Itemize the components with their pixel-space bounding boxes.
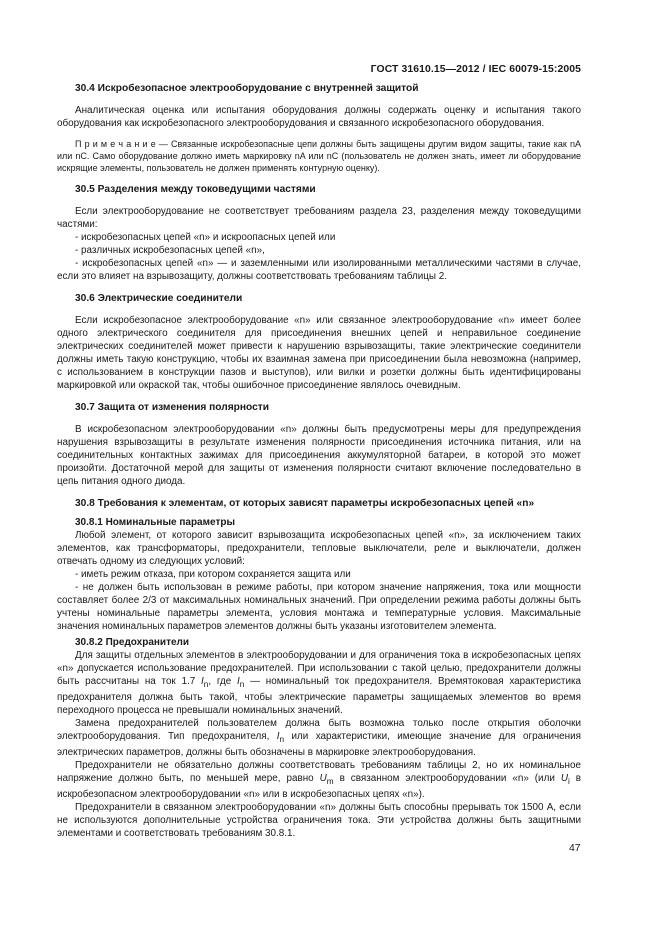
section-30-5-list-item: - искробезопасных цепей «n» и искроопасных цепей или [75, 232, 336, 243]
section-30-5-list-item: - различных искробезопасных цепей «n», [75, 245, 265, 256]
section-30-7-title: 30.7 Защита от изменения полярности [75, 402, 270, 413]
section-30-8-1-list-item: - не должен быть использован в режиме работы, при котором значение напряжения, тока или мощности составляет более 2/3 от максимальных номинальных значений. При определении режима работы должны быть учтены номинальные параметры элемента, условия монтажа и температурные условия. Максимальные значения номинальных параметров элементов должны быть указаны изготовителем элемента. [57, 582, 581, 632]
page-number: 47 [569, 843, 581, 854]
section-30-8-1-title: 30.8.1 Номинальные параметры [75, 517, 235, 528]
symbol-U: U [319, 772, 327, 784]
section-30-6-title: 30.6 Электрические соединители [75, 293, 243, 304]
section-30-8-2-title: 30.8.2 Предохранители [75, 637, 190, 648]
section-30-5-paragraph: Если электрооборудование не соответствует требованиям раздела 23, разделения между токоведущими частями: [57, 206, 581, 230]
symbol-U: U [560, 772, 568, 784]
standard-code-header: ГОСТ 31610.15—2012 / IEC 60079-15:2005 [370, 64, 581, 75]
section-30-4-paragraph: Аналитическая оценка или испытания оборудования должны содержать оценку и испытания такого оборудования как искробезопасного электрооборудования и связанного искробезопасного оборудования. [57, 105, 581, 129]
section-30-8-2-paragraph-3: Предохранители не обязательно должны соответствовать требованиям таблицы 2, но их номинальное напряжение должно быть, по меньшей мере, равно $U_m$ в связанном электрооборудовании «n» (или $U_i$ в искробезопасном электрооборудовании «n» или в искробезопасных цепях «n»). [57, 759, 581, 800]
section-30-8-title: 30.8 Требования к элементам, от которых зависят параметры искробезопасных цепей «n» [75, 498, 535, 509]
section-30-8-1-list-item: - иметь режим отказа, при котором сохраняется защита или [75, 569, 351, 580]
section-30-6-paragraph: Если искробезопасное электрооборудование «n» или связанное электрооборудование «n» имеет более одного электрического соединителя для присоединения внешних цепей и неправильное соединение электрических соединителей может привести к нарушению взрывозащиты, такие электрические соединители должны иметь такую конструкцию, чтобы их взаимная замена при присоединении была невозможна (например, с использованием в конструкции пазов и выступов), или вилки и розетки должны быть идентифицированы маркировкой или окраской так, чтобы ошибочное присоединение являлось очевидным. [57, 315, 581, 391]
section-30-4-note: П р и м е ч а н и е — Связанные искробезопасные цепи должны быть защищены другим видом защиты, такие как nA или nC. Само оборудование должно иметь маркировку nA или nC (пользователь не должен знать, имеет ли оборудование искрящие элементы, пользователь не должен применять контурную оценку). [57, 139, 581, 173]
section-30-7-paragraph: В искробезопасном электрооборудовании «n» должны быть предусмотрены меры для предупреждения нарушения взрывозащиты в результате изменения полярности присоединения источника питания, или на соединительных контактных зажимах для присоединения аккумуляторной батареи, в которой это может произойти. Достаточной мерой для защиты от изменения полярности считают включение последовательно в цепь питания одного диода. [57, 424, 581, 487]
section-30-5-list-item: - искробезопасных цепей «n» — и заземленными или изолированными металлическими частями в случае, если это влияет на взрывозащиту, должны соответствовать требованиям таблицы 2. [57, 258, 581, 282]
symbol-I: I [276, 730, 280, 742]
section-30-8-2-paragraph-1: Для защиты отдельных элементов в электрооборудовании и для ограничения тока в искробезопасных цепях «n» допускается использование предохранителей. При использовании с такой целью, предохранители должны быть рассчитаны на ток 1.7 $I_n$, где $I_n$ — номинальный ток предохранителя. Времятоковая характеристика предохранителя должна быть такой, чтобы электрические параметры защищаемых элементов во время переходного процесса не превышали номинальных значений. [57, 650, 581, 716]
section-30-8-1-paragraph: Любой элемент, от которого зависит взрывозащита искробезопасных цепей «n», за исключением таких элементов, как трансформаторы, предохранители, тепловые выключатели, реле и выключатели, должен отвечать одному из следующих условий: [57, 530, 581, 567]
section-30-8-2-paragraph-4: Предохранители в связанном электрооборудовании «n» должны быть способны прерывать ток 1500 А, если не используются дополнительные устройства ограничения тока. Эти устройства должны быть защитными элементами и соответствовать требованиям 30.8.1. [57, 801, 581, 839]
symbol-I: I [237, 676, 240, 687]
symbol-I: I [201, 676, 204, 687]
section-30-5-title: 30.5 Разделения между токоведущими частями [75, 184, 316, 195]
section-30-4-title: 30.4 Искробезопасное электрооборудование с внутренней защитой [75, 83, 419, 94]
page-content [57, 82, 581, 840]
section-30-8-2-paragraph-2: Замена предохранителей пользователем должна быть возможна только после открытия оболочки электрооборудования. Тип предохранителя, $I_n$ или характеристики, имеющие значение для ограничения электрических параметров, должны быть обозначены в маркировке электрооборудования. [57, 717, 581, 758]
